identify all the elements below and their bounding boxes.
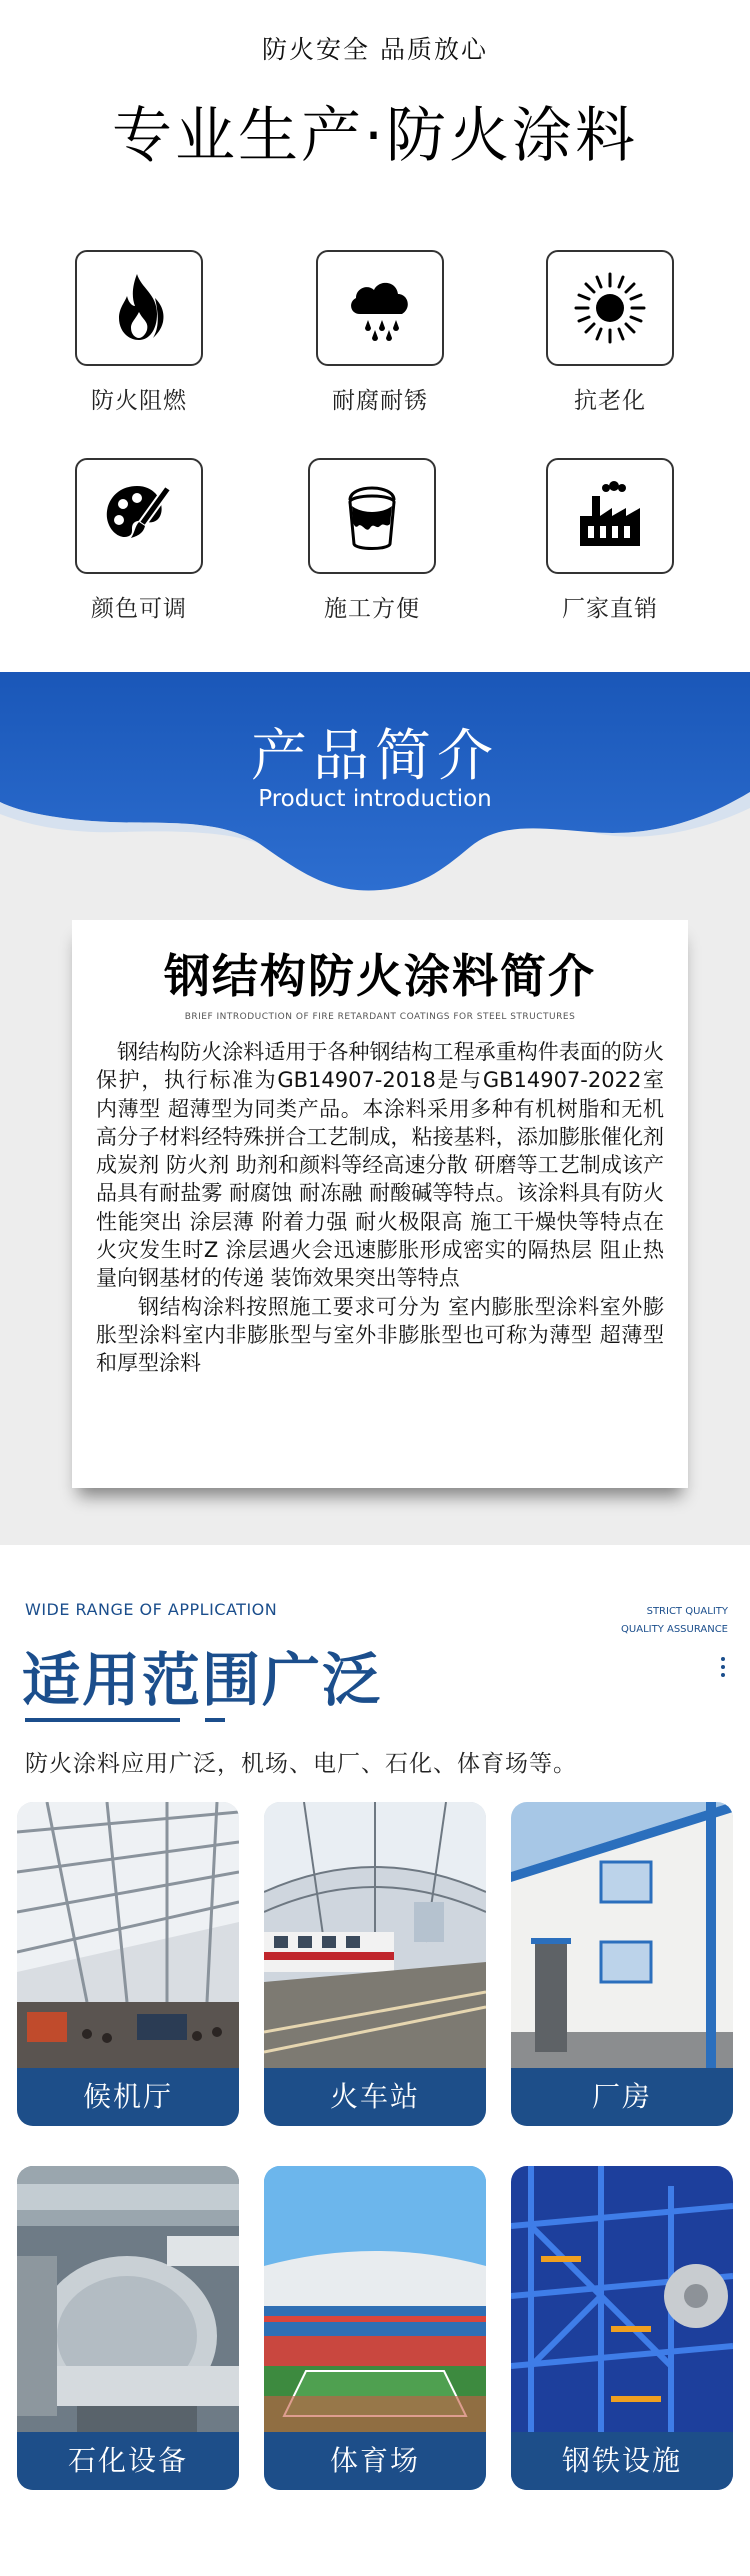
feature-factory-direct (500, 458, 720, 623)
feature-icon-box (546, 458, 674, 574)
card-english-subtitle: BRIEF INTRODUCTION OF FIRE RETARDANT COATINGS FOR STEEL STRUCTURES (184, 1012, 576, 1022)
paint-bucket-icon (332, 476, 412, 556)
feature-icon-box (546, 250, 674, 366)
application-tile-factory[interactable] (511, 1802, 733, 2126)
feature-icon-box (75, 458, 203, 574)
dots-icon (720, 1657, 726, 1681)
feature-easy-construction (262, 458, 482, 623)
applications-title: 适用范围广泛 (22, 1646, 383, 1714)
palette-brush-icon (99, 476, 179, 556)
applications-description: 防火涂料应用广泛，机场、电厂、石化、体育场等。 (25, 1751, 577, 1777)
intro-title: 产品简介 (251, 724, 499, 789)
tile-caption: 候机厅 (17, 2068, 239, 2126)
tile-caption: 石化设备 (17, 2432, 239, 2490)
applications-english-label: WIDE RANGE OF APPLICATION (25, 1600, 278, 1619)
intro-card (72, 920, 688, 1488)
quality-line: STRICT QUALITY (646, 1606, 728, 1617)
feature-icon-box (75, 250, 203, 366)
applications-section (0, 1545, 750, 2576)
rain-cloud-icon (340, 268, 420, 348)
card-paragraph: 钢结构涂料按照施工要求可分为 室内膨胀型涂料室外膨胀型涂料室内非膨胀型与室外非膨胀型也可称为薄型 超薄型和厚型涂料 (96, 1294, 664, 1376)
title-underline-dash (205, 1718, 225, 1722)
tagline: 防火安全 品质放心 (262, 35, 488, 64)
sun-icon (570, 268, 650, 348)
feature-corrosion (270, 250, 490, 415)
application-tile-petrochemical[interactable] (17, 2166, 239, 2490)
factory-icon (570, 476, 650, 556)
tile-caption: 火车站 (264, 2068, 486, 2126)
card-title: 钢结构防火涂料简介 (164, 949, 596, 1003)
quality-label (621, 1603, 728, 1639)
card-body (96, 1038, 664, 1378)
tile-caption: 体育场 (264, 2432, 486, 2490)
feature-label: 厂家直销 (562, 596, 658, 622)
feature-label: 防火阻燃 (91, 388, 187, 414)
features-section (0, 0, 750, 672)
feature-anti-aging (500, 250, 720, 415)
headline: 专业生产·防火涂料 (111, 101, 639, 171)
tile-caption: 厂房 (511, 2068, 733, 2126)
feature-label: 耐腐耐锈 (332, 388, 428, 414)
feature-icon-box (308, 458, 436, 574)
flame-icon (99, 268, 179, 348)
application-tile-train-station[interactable] (264, 1802, 486, 2126)
card-paragraph: 钢结构防火涂料适用于各种钢结构工程承重构件表面的防火保护，执行标准为GB14907-2018是与GB14907-2022室内薄型 超薄型为同类产品。本涂料采用多种有机树脂和无机高分子材料经特殊拼合工艺制成，粘接基料，添加膨胀催化剂 成炭剂 防火剂 助剂和颜料等经高速分散 研磨等工艺制成该产品具有耐盐雾 耐腐蚀 耐冻融 耐酸碱等特点。该涂料具有防火性能突出 涂层薄 附着力强 耐火极限高 施工干燥快等特点在火灾发生时Z 涂层遇火会迅速膨胀形成密实的隔热层 阻止热量向钢基材的传递 装饰效果突出等特点 (96, 1040, 664, 1291)
feature-label: 抗老化 (574, 388, 646, 414)
feature-label: 颜色可调 (91, 596, 187, 622)
quality-line: QUALITY ASSURANCE (621, 1624, 728, 1635)
feature-fire-retardant (29, 250, 249, 415)
feature-label: 施工方便 (324, 596, 420, 622)
application-tile-airport[interactable] (17, 1802, 239, 2126)
application-tile-steel[interactable] (511, 2166, 733, 2490)
title-underline (25, 1718, 180, 1722)
product-intro-section (0, 672, 750, 1545)
feature-color-adjustable (29, 458, 249, 623)
intro-subtitle: Product introduction (258, 786, 492, 812)
feature-icon-box (316, 250, 444, 366)
application-tile-stadium[interactable] (264, 2166, 486, 2490)
tile-caption: 钢铁设施 (511, 2432, 733, 2490)
